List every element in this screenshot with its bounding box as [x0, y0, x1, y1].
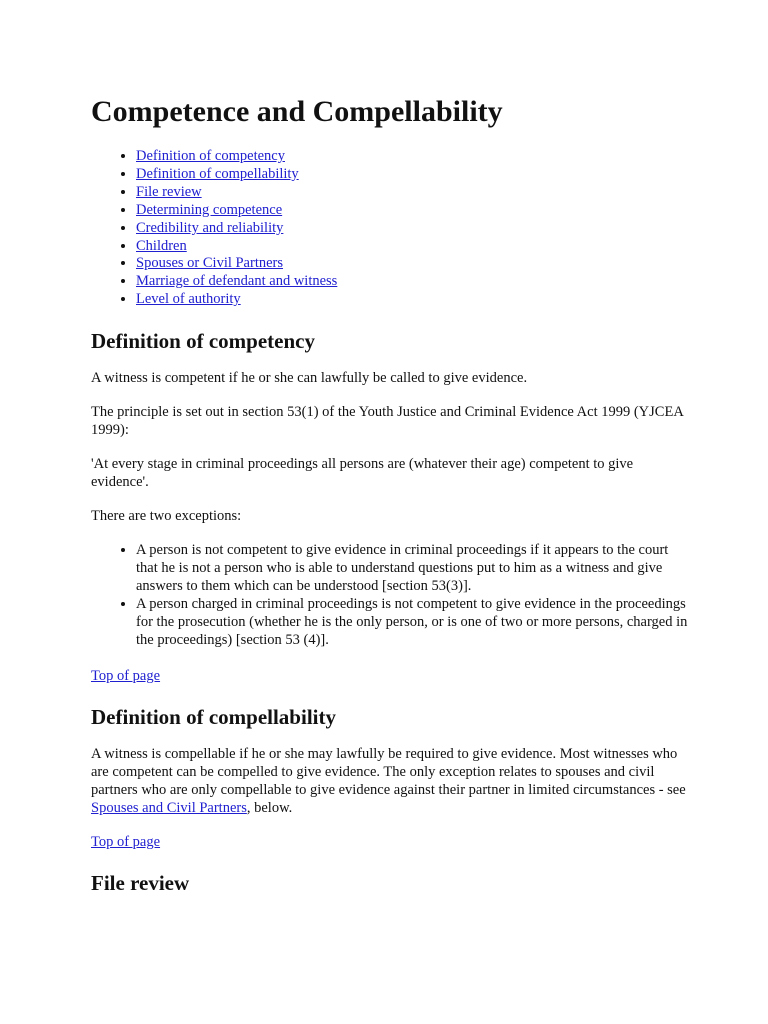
section-definition-of-compellability — [91, 703, 691, 851]
toc-item — [136, 220, 691, 238]
toc-link-determining-competence[interactable]: Determining competence — [136, 201, 283, 218]
paragraph-text: A witness is compellable if he or she may lawfully be required to give evidence. Most witnesses who are competent can be compelled to give evidence. The only exception relates to spouses and civil partners who are only compellable to give evidence against their partner in limited circumstances - see — [91, 746, 686, 799]
document-content — [91, 90, 691, 911]
toc-item — [136, 273, 691, 291]
toc-link-credibility-and-reliability[interactable]: Credibility and reliability — [136, 219, 284, 236]
toc-item — [136, 291, 691, 309]
page-title: Competence and Compellability — [91, 95, 503, 128]
toc-item — [136, 202, 691, 220]
toc-link-marriage-of-defendant-and-witness[interactable]: Marriage of defendant and witness — [136, 273, 338, 290]
paragraph-text: , below. — [246, 800, 293, 817]
toc-item — [136, 238, 691, 256]
top-of-page-row — [91, 667, 691, 685]
top-of-page-link[interactable]: Top of page — [91, 834, 161, 851]
paragraph: A witness is competent if he or she can lawfully be called to give evidence. — [91, 370, 528, 387]
section-definition-of-competency — [91, 327, 691, 685]
toc-item — [136, 184, 691, 202]
top-of-page-link[interactable]: Top of page — [91, 668, 161, 685]
toc-item — [136, 166, 691, 184]
spouses-and-civil-partners-link[interactable]: Spouses and Civil Partners — [91, 800, 247, 817]
toc-link-definition-of-competency[interactable]: Definition of competency — [136, 148, 285, 164]
section-file-review — [91, 869, 691, 897]
toc-link-definition-of-compellability[interactable]: Definition of compellability — [136, 165, 299, 182]
section-heading: Definition of compellability — [91, 705, 336, 730]
list-item: • A person charged in criminal proceedings is not competent to give evidence in the proceedings for the prosecution (whether he is the only person, or is one of two or more persons, charged in the proceedings) [section 53 (4)]. — [136, 595, 691, 649]
section-heading: File review — [91, 871, 190, 896]
toc-link-level-of-authority[interactable]: Level of authority — [136, 291, 241, 308]
exceptions-list — [91, 541, 691, 649]
toc-item — [136, 255, 691, 273]
table-of-contents — [91, 148, 691, 309]
paragraph — [91, 745, 691, 817]
top-of-page-row — [91, 833, 691, 851]
paragraph: There are two exceptions: — [91, 508, 242, 525]
toc-link-children[interactable]: Children — [136, 237, 187, 254]
list-item: • A person is not competent to give evidence in criminal proceedings if it appears to the court that he is not a person who is able to understand questions put to him as a witness and give answers to them which can be understood [section 53(3)]. — [136, 541, 691, 595]
section-heading: Definition of competency — [91, 329, 315, 354]
quote-paragraph: 'At every stage in criminal proceedings all persons are (whatever their age) competent to give evidence'. — [91, 456, 634, 491]
toc-link-file-review[interactable]: File review — [136, 183, 202, 200]
toc-item — [136, 148, 691, 166]
toc-link-spouses-or-civil-partners[interactable]: Spouses or Civil Partners — [136, 255, 284, 272]
paragraph: The principle is set out in section 53(1) of the Youth Justice and Criminal Evidence Act 1999 (YJCEA 1999): — [91, 404, 683, 439]
